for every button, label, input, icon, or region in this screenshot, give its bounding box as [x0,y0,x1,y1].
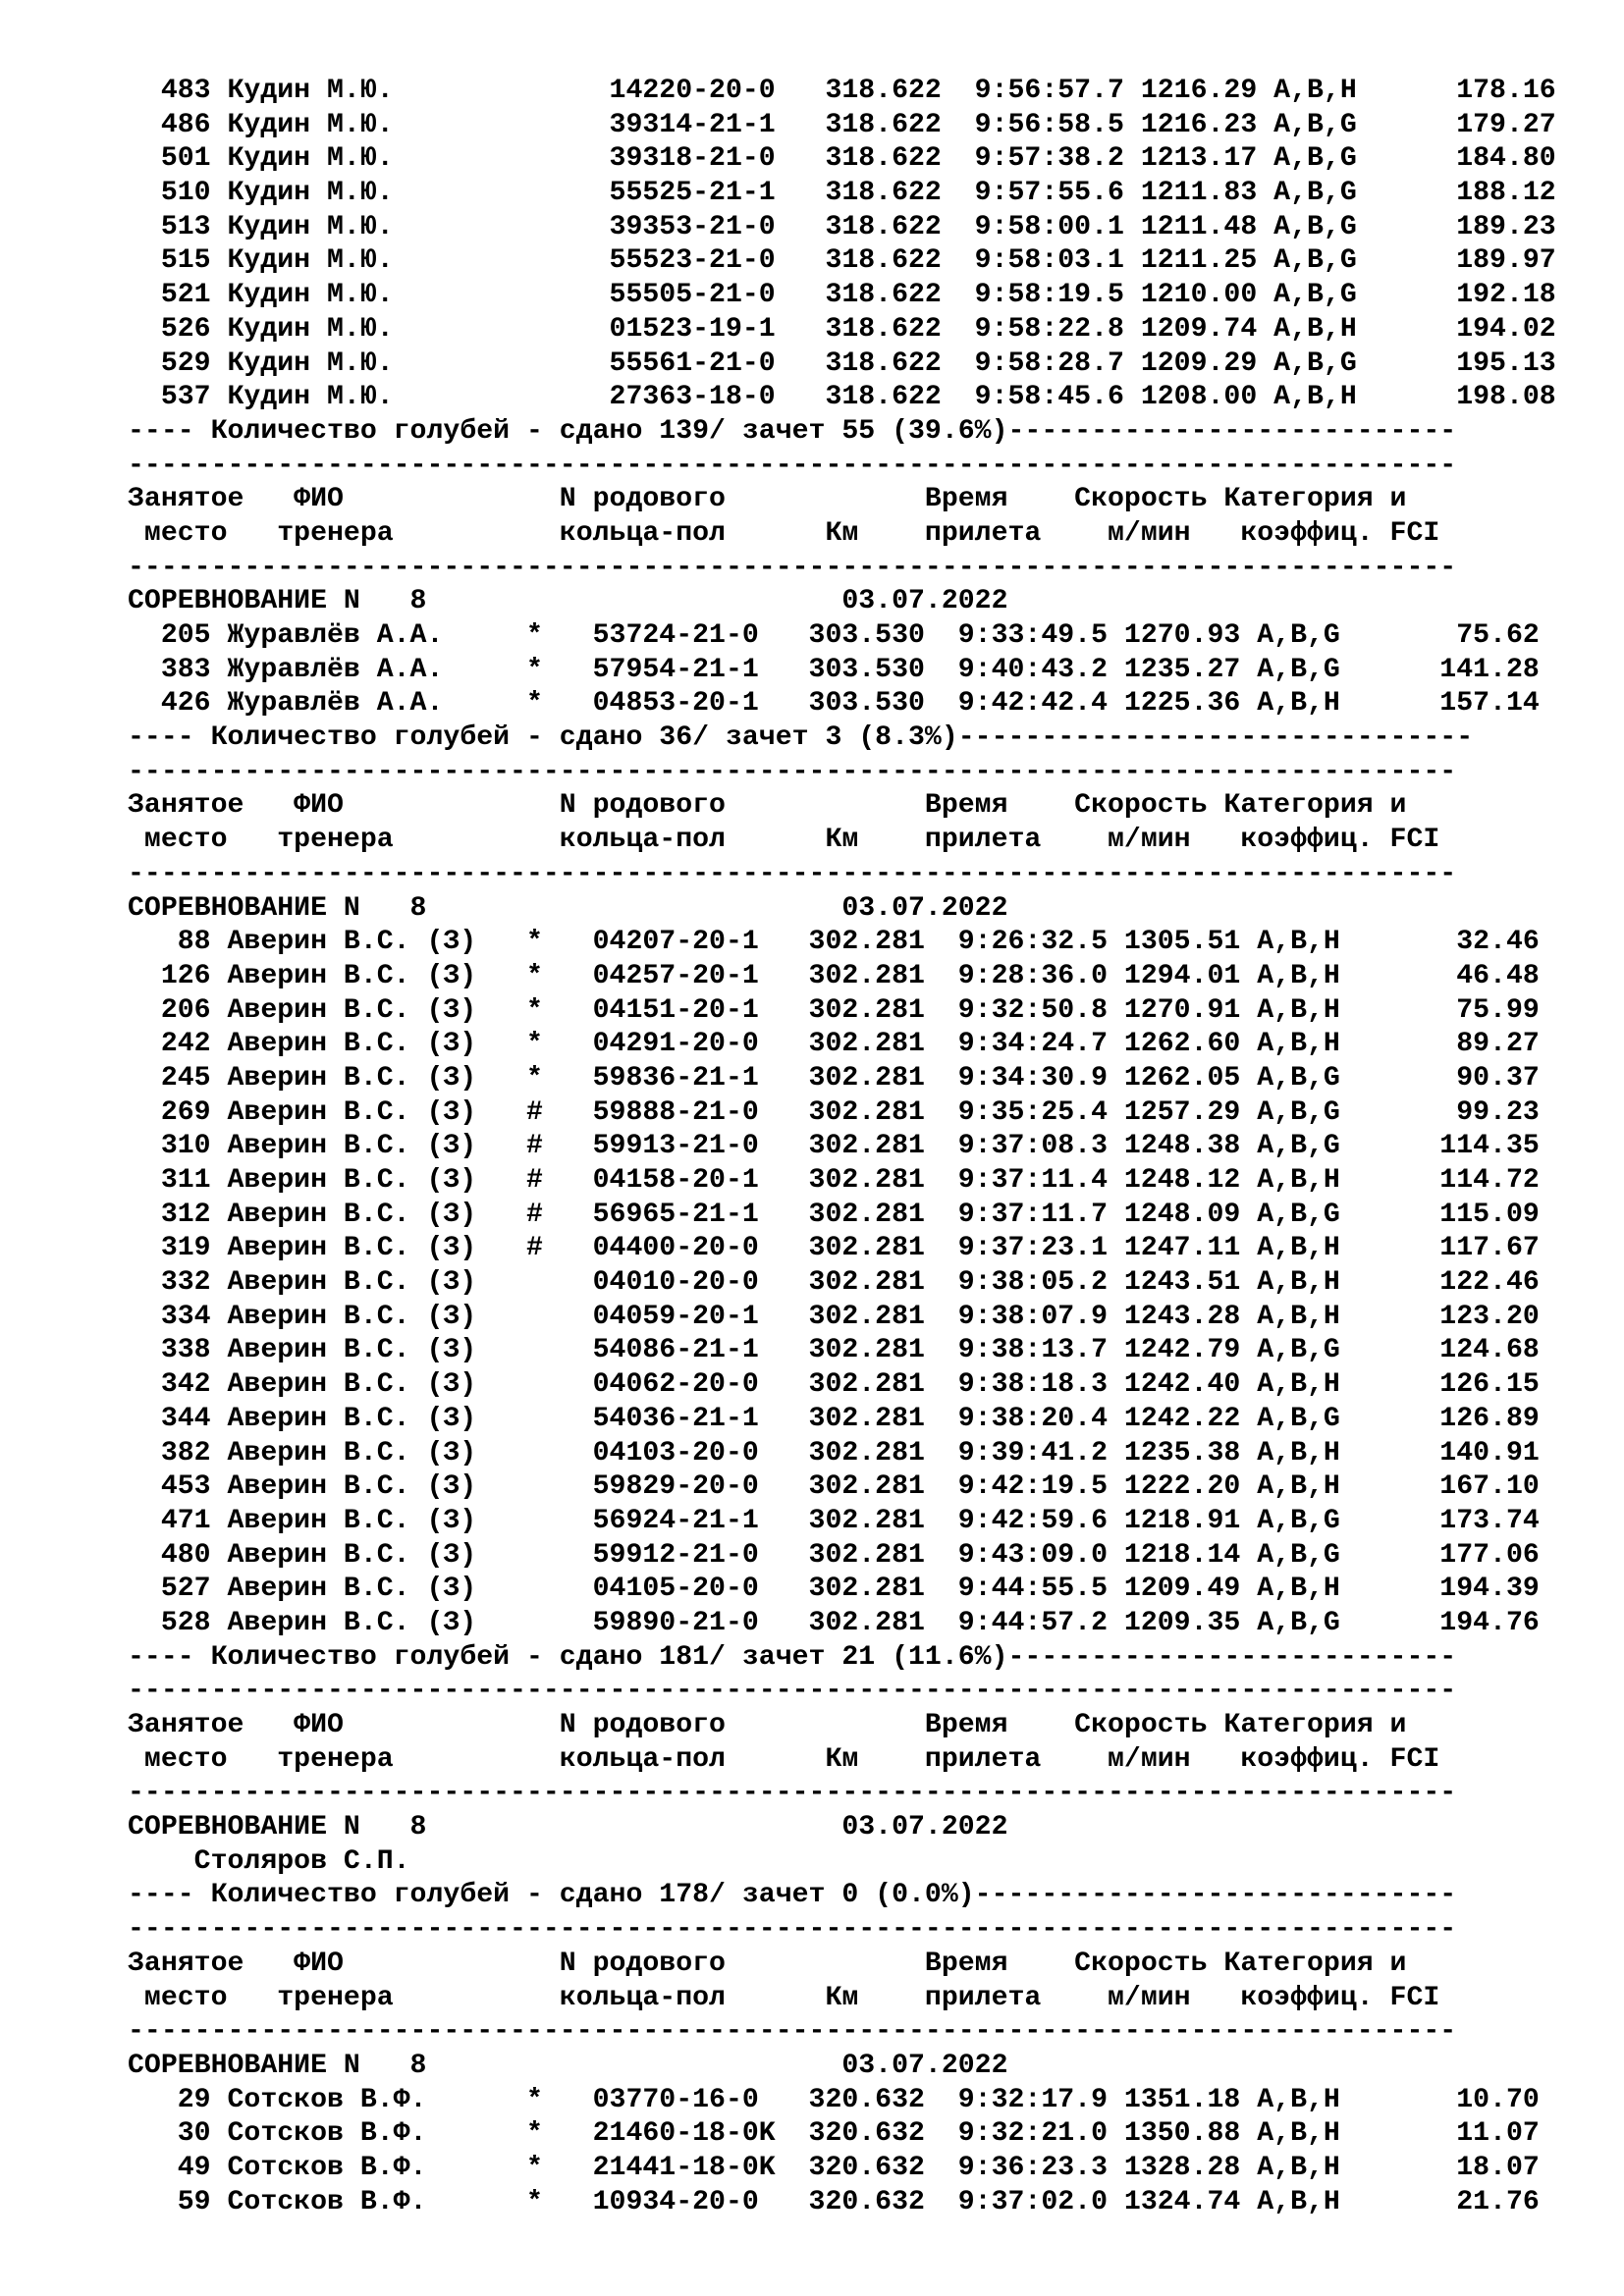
column-header-line: Занятое ФИО N родового Время Скорость Категория и [128,484,1407,515]
result-row: 245 Аверин В.С. (З) * 59836-21-1 302.281 9:34:30.9 1262.05 A,B,G 90.37 [128,1062,1540,1094]
summary-line: ---- Количество голубей - сдано 178/ зачет 0 (0.0%)----------------------------- [128,1880,1457,1911]
result-row: 513 Кудин М.Ю. 39353-21-0 318.622 9:58:00.1 1211.48 A,B,G 189.23 [128,211,1556,242]
divider-line: -------------------------------------------------------------------------------- [128,2016,1457,2048]
column-header-line: Занятое ФИО N родового Время Скорость Категория и [128,790,1407,822]
result-row: 515 Кудин М.Ю. 55523-21-0 318.622 9:58:03.1 1211.25 A,B,G 189.97 [128,245,1556,277]
competition-header: СОРЕВНОВАНИЕ N 8 03.07.2022 [128,586,1008,617]
result-row: 59 Сотсков В.Ф. * 10934-20-0 320.632 9:37:02.0 1324.74 A,B,H 21.76 [128,2186,1540,2217]
divider-line: -------------------------------------------------------------------------------- [128,858,1457,889]
result-row: 332 Аверин В.С. (З) 04010-20-0 302.281 9:38:05.2 1243.51 A,B,H 122.46 [128,1267,1540,1299]
result-row: 29 Сотсков В.Ф. * 03770-16-0 320.632 9:32:17.9 1351.18 A,B,H 10.70 [128,2084,1540,2115]
column-header-line: место тренера кольца-пол Км прилета м/мин коэффиц. FCI [128,517,1440,549]
column-header-line: место тренера кольца-пол Км прилета м/мин коэффиц. FCI [128,825,1440,856]
result-row: 126 Аверин В.С. (З) * 04257-20-1 302.281 9:28:36.0 1294.01 A,B,H 46.48 [128,960,1540,991]
result-row: 527 Аверин В.С. (З) 04105-20-0 302.281 9:44:55.5 1209.49 A,B,H 194.39 [128,1574,1540,1605]
result-row: 383 Журавлёв А.А. * 57954-21-1 303.530 9:40:43.2 1235.27 A,B,G 141.28 [128,654,1540,685]
result-row: 311 Аверин В.С. (З) # 04158-20-1 302.281 9:37:11.4 1248.12 A,B,H 114.72 [128,1165,1540,1196]
column-header-line: место тренера кольца-пол Км прилета м/мин коэффиц. FCI [128,1743,1440,1775]
participant-name-line: Столяров С.П. [128,1845,410,1877]
result-row: 528 Аверин В.С. (З) 59890-21-0 302.281 9:44:57.2 1209.35 A,B,G 194.76 [128,1607,1540,1638]
result-row: 382 Аверин В.С. (З) 04103-20-0 302.281 9:39:41.2 1235.38 A,B,H 140.91 [128,1437,1540,1468]
divider-line: -------------------------------------------------------------------------------- [128,450,1457,481]
competition-header: СОРЕВНОВАНИЕ N 8 03.07.2022 [128,2050,1008,2081]
result-row: 342 Аверин В.С. (З) 04062-20-0 302.281 9:38:18.3 1242.40 A,B,H 126.15 [128,1369,1540,1401]
result-row: 486 Кудин М.Ю. 39314-21-1 318.622 9:56:58.5 1216.23 A,B,G 179.27 [128,109,1556,140]
result-row: 30 Сотсков В.Ф. * 21460-18-0K 320.632 9:32:21.0 1350.88 A,B,H 11.07 [128,2118,1540,2150]
result-row: 88 Аверин В.С. (З) * 04207-20-1 302.281 9:26:32.5 1305.51 A,B,H 32.46 [128,927,1540,958]
result-row: 242 Аверин В.С. (З) * 04291-20-0 302.281 9:34:24.7 1262.60 A,B,H 89.27 [128,1029,1540,1060]
result-row: 344 Аверин В.С. (З) 54036-21-1 302.281 9:38:20.4 1242.22 A,B,G 126.89 [128,1403,1540,1434]
column-header-line: Занятое ФИО N родового Время Скорость Категория и [128,1948,1407,1979]
results-sheet [128,75,1556,2219]
result-row: 453 Аверин В.С. (З) 59829-20-0 302.281 9:42:19.5 1222.20 A,B,H 167.10 [128,1471,1540,1503]
result-row: 510 Кудин М.Ю. 55525-21-1 318.622 9:57:55.6 1211.83 A,B,G 188.12 [128,178,1556,209]
result-row: 526 Кудин М.Ю. 01523-19-1 318.622 9:58:22.8 1209.74 A,B,H 194.02 [128,313,1556,345]
summary-line: ---- Количество голубей - сдано 181/ зачет 21 (11.6%)--------------------------- [128,1641,1457,1673]
divider-line: -------------------------------------------------------------------------------- [128,1778,1457,1809]
divider-line: -------------------------------------------------------------------------------- [128,756,1457,787]
result-row: 334 Аверин В.С. (З) 04059-20-1 302.281 9:38:07.9 1243.28 A,B,H 123.20 [128,1301,1540,1332]
result-row: 537 Кудин М.Ю. 27363-18-0 318.622 9:58:45.6 1208.00 A,B,H 198.08 [128,382,1556,413]
result-row: 521 Кудин М.Ю. 55505-21-0 318.622 9:58:19.5 1210.00 A,B,G 192.18 [128,280,1556,311]
result-row: 529 Кудин М.Ю. 55561-21-0 318.622 9:58:28.7 1209.29 A,B,G 195.13 [128,347,1556,379]
result-row: 483 Кудин М.Ю. 14220-20-0 318.622 9:56:57.7 1216.29 A,B,H 178.16 [128,76,1556,106]
divider-line: -------------------------------------------------------------------------------- [128,552,1457,583]
result-row: 501 Кудин М.Ю. 39318-21-0 318.622 9:57:38.2 1213.17 A,B,G 184.80 [128,143,1556,175]
result-row: 319 Аверин В.С. (З) # 04400-20-0 302.281 9:37:23.1 1247.11 A,B,H 117.67 [128,1233,1540,1264]
summary-line: ---- Количество голубей - сдано 139/ зачет 55 (39.6%)--------------------------- [128,415,1457,447]
divider-line: -------------------------------------------------------------------------------- [128,1914,1457,1946]
result-row: 471 Аверин В.С. (З) 56924-21-1 302.281 9:42:59.6 1218.91 A,B,G 173.74 [128,1505,1540,1536]
result-row: 269 Аверин В.С. (З) # 59888-21-0 302.281 9:35:25.4 1257.29 A,B,G 99.23 [128,1096,1540,1128]
summary-line: ---- Количество голубей - сдано 36/ зачет 3 (8.3%)------------------------------- [128,722,1474,754]
result-row: 49 Сотсков В.Ф. * 21441-18-0K 320.632 9:36:23.3 1328.28 A,B,H 18.07 [128,2152,1540,2183]
result-row: 426 Журавлёв А.А. * 04853-20-1 303.530 9:42:42.4 1225.36 A,B,H 157.14 [128,688,1540,720]
result-row: 206 Аверин В.С. (З) * 04151-20-1 302.281 9:32:50.8 1270.91 A,B,H 75.99 [128,994,1540,1026]
result-row: 310 Аверин В.С. (З) # 59913-21-0 302.281 9:37:08.3 1248.38 A,B,G 114.35 [128,1131,1540,1162]
result-row: 480 Аверин В.С. (З) 59912-21-0 302.281 9:43:09.0 1218.14 A,B,G 177.06 [128,1539,1540,1571]
result-row: 312 Аверин В.С. (З) # 56965-21-1 302.281 9:37:11.7 1248.09 A,B,G 115.09 [128,1199,1540,1230]
competition-header: СОРЕВНОВАНИЕ N 8 03.07.2022 [128,892,1008,924]
column-header-line: место тренера кольца-пол Км прилета м/мин коэффиц. FCI [128,1982,1440,2013]
result-row: 338 Аверин В.С. (З) 54086-21-1 302.281 9:38:13.7 1242.79 A,B,G 124.68 [128,1335,1540,1366]
column-header-line: Занятое ФИО N родового Время Скорость Категория и [128,1710,1407,1740]
result-row: 205 Журавлёв А.А. * 53724-21-0 303.530 9:33:49.5 1270.93 A,B,G 75.62 [128,620,1540,651]
divider-line: -------------------------------------------------------------------------------- [128,1676,1457,1707]
competition-header: СОРЕВНОВАНИЕ N 8 03.07.2022 [128,1812,1008,1843]
